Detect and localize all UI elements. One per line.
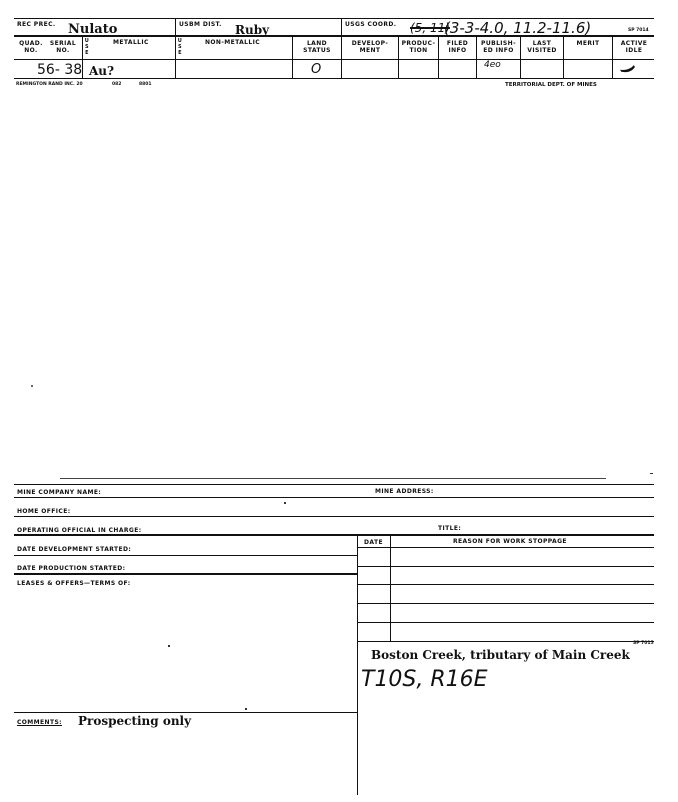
usbm-dist-label: USBM DIST. <box>179 21 222 28</box>
col-use-2: U S E <box>177 38 183 56</box>
date-production-started-label: DATE PRODUCTION STARTED: <box>17 565 126 572</box>
col-last-visited: LAST VISITED <box>527 40 557 54</box>
lower-center-divider <box>357 535 358 795</box>
stoppage-row-rule <box>357 641 654 642</box>
col-divider-serial <box>82 36 83 78</box>
comments-value: Prospecting only <box>78 714 192 728</box>
date-col-header: DATE <box>364 539 383 546</box>
data-row-bottom-rule <box>14 78 654 79</box>
col-serial-no: SERIAL NO. <box>49 40 77 54</box>
lower-card-rule <box>14 484 654 485</box>
production-rule <box>14 573 357 575</box>
stoppage-row-rule <box>357 566 654 567</box>
usgs-coord-value: (3-3-4.0, 11.2-11.6) <box>444 19 592 37</box>
usbm-dist-value: Ruby <box>235 23 270 37</box>
imprint-department: TERRITORIAL DEPT. OF MINES <box>505 82 597 88</box>
title-label: TITLE: <box>438 525 462 532</box>
row-active-idle: ) <box>618 61 639 78</box>
header-divider-1 <box>175 18 176 35</box>
imprint-code-a: 082 <box>112 82 122 87</box>
col-development: DEVELOP- MENT <box>351 40 389 54</box>
col-use-1: U S E <box>84 38 90 56</box>
scan-speck <box>245 708 247 710</box>
col-active-idle: ACTIVE IDLE <box>620 40 648 54</box>
comments-label: COMMENTS: <box>17 719 62 726</box>
imprint-code-b: 8801 <box>139 82 152 87</box>
scan-speck <box>650 473 653 474</box>
date-development-started-label: DATE DEVELOPMENT STARTED: <box>17 546 132 553</box>
col-divider-metallic <box>175 36 176 78</box>
scan-speck <box>31 385 33 387</box>
location-typed: Boston Creek, tributary of Main Creek <box>371 648 630 662</box>
lower-card-top-edge <box>60 478 606 479</box>
form-number-bottom: SP 7015 <box>633 641 654 646</box>
usgs-coord-label: USGS COORD. <box>345 21 397 28</box>
township-range-handwritten: T10S, R16E <box>361 667 488 692</box>
row-quad-serial: 56- 38 <box>37 62 83 78</box>
row-published-info: 4eo <box>484 60 501 70</box>
stoppage-header-rule <box>357 547 654 548</box>
usgs-coord-struck-value: (5, 11) <box>410 21 450 35</box>
col-filed-info: FILED INFO <box>446 40 469 54</box>
col-divider-develop <box>398 36 399 78</box>
col-divider-nonmetallic <box>292 36 293 78</box>
col-divider-last <box>563 36 564 78</box>
col-non-metallic: NON-METALLIC <box>205 39 261 46</box>
imprint-printer: REMINGTON RAND INC. 20 <box>16 82 83 87</box>
column-header-rule <box>14 59 654 60</box>
mine-company-rule <box>14 497 654 498</box>
col-divider-merit <box>612 36 613 78</box>
col-merit: MERIT <box>576 40 600 47</box>
mine-company-name-label: MINE COMPANY NAME: <box>17 489 102 496</box>
rec-prec-value: Nulato <box>68 22 118 37</box>
home-office-label: HOME OFFICE: <box>17 508 71 515</box>
row-land-status: O <box>311 62 322 77</box>
col-divider-filed <box>476 36 477 78</box>
col-land-status: LAND STATUS <box>303 40 331 54</box>
col-divider-land <box>341 36 342 78</box>
mine-address-label: MINE ADDRESS: <box>375 488 434 495</box>
col-published-info: PUBLISH- ED INFO <box>481 40 516 54</box>
stoppage-row-rule <box>357 584 654 585</box>
col-quad-no: QUAD. NO. <box>19 40 43 54</box>
stoppage-row-rule <box>357 622 654 623</box>
scan-speck <box>168 645 170 647</box>
header-divider-2 <box>341 18 342 35</box>
col-metallic: METALLIC <box>113 39 149 46</box>
stoppage-row-rule <box>357 603 654 604</box>
home-office-rule <box>14 516 654 517</box>
col-production: PRODUC- TION <box>401 40 436 54</box>
rec-prec-label: REC PREC. <box>17 21 56 28</box>
form-number-top: SP 7014 <box>628 28 649 33</box>
official-rule <box>14 534 654 536</box>
row-metallic: Au? <box>89 64 115 78</box>
col-divider-produc <box>438 36 439 78</box>
reason-col-header: REASON FOR WORK STOPPAGE <box>453 538 567 545</box>
operating-official-label: OPERATING OFFICIAL IN CHARGE: <box>17 527 142 534</box>
development-rule <box>14 555 357 556</box>
date-col-divider <box>390 535 391 641</box>
scan-speck <box>284 502 286 504</box>
comments-top-rule <box>14 712 357 713</box>
col-divider-publish <box>520 36 521 78</box>
leases-offers-label: LEASES & OFFERS—TERMS OF: <box>17 580 131 587</box>
